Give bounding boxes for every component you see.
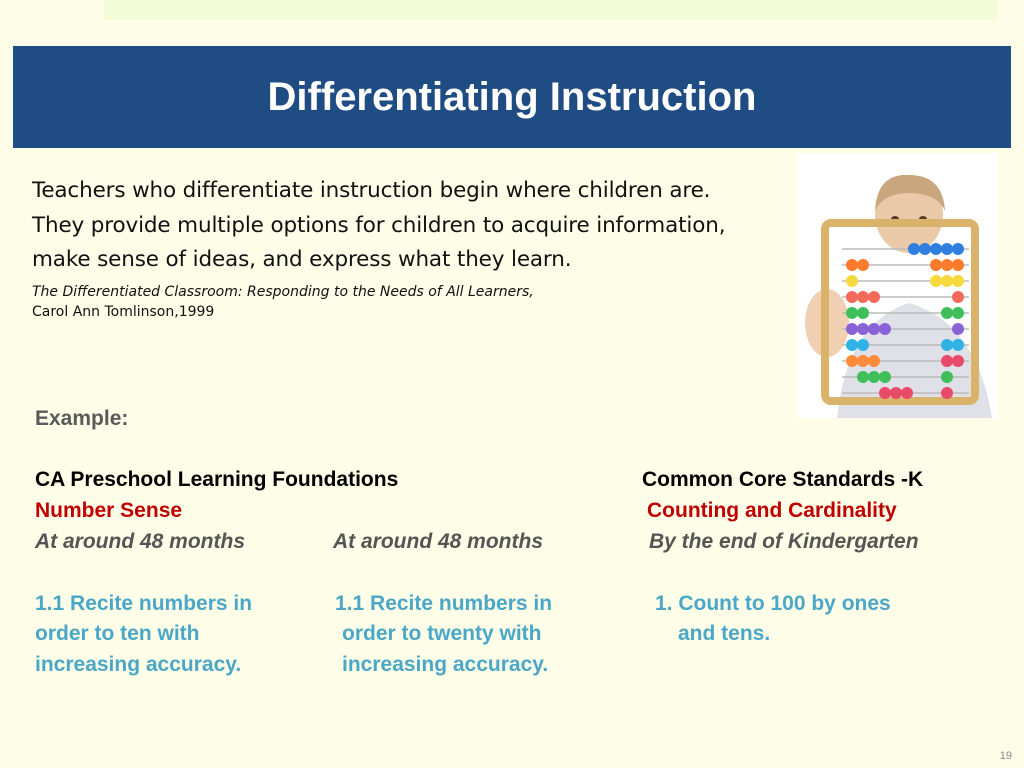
right-line-1: 1. Count to 100 by ones xyxy=(655,592,891,615)
left-col2-age: At around 48 months xyxy=(333,530,544,553)
right-line-2: and tens. xyxy=(678,622,771,645)
page-number: 19 xyxy=(999,750,1012,762)
quote-line-3: make sense of ideas, and express what they learn. xyxy=(32,247,572,272)
left-col1-line-3: increasing accuracy. xyxy=(35,653,242,676)
child-with-abacus-photo xyxy=(797,153,998,418)
left-col1-age: At around 48 months xyxy=(35,530,246,553)
right-age: By the end of Kindergarten xyxy=(649,530,919,553)
right-heading: Common Core Standards -K xyxy=(642,468,924,491)
left-col1-line-1: 1.1 Recite numbers in xyxy=(35,592,253,615)
example-label: Example: xyxy=(35,407,129,430)
quote-line-2: They provide multiple options for children to acquire information, xyxy=(32,212,726,238)
source-author: Carol Ann Tomlinson,1999 xyxy=(32,303,215,320)
abacus-illustration xyxy=(797,153,998,418)
left-col2-line-3: increasing accuracy. xyxy=(342,653,549,676)
slide-title: Differentiating Instruction xyxy=(267,74,757,119)
top-decor-strip xyxy=(104,0,998,20)
right-subheading: Counting and Cardinality xyxy=(647,499,897,522)
source-title: The Differentiated Classroom: Responding to the Needs of All Learners, xyxy=(32,283,534,300)
left-col2-line-2: order to twenty with xyxy=(342,622,542,645)
left-col1-line-2: order to ten with xyxy=(35,622,200,645)
quote-line-1: Teachers who differentiate instruction begin where children are. xyxy=(32,178,711,203)
title-bar xyxy=(13,46,1011,148)
left-heading: CA Preschool Learning Foundations xyxy=(35,468,399,491)
quote-block xyxy=(32,174,802,322)
left-col2-line-1: 1.1 Recite numbers in xyxy=(335,592,553,615)
left-subheading: Number Sense xyxy=(35,499,183,522)
